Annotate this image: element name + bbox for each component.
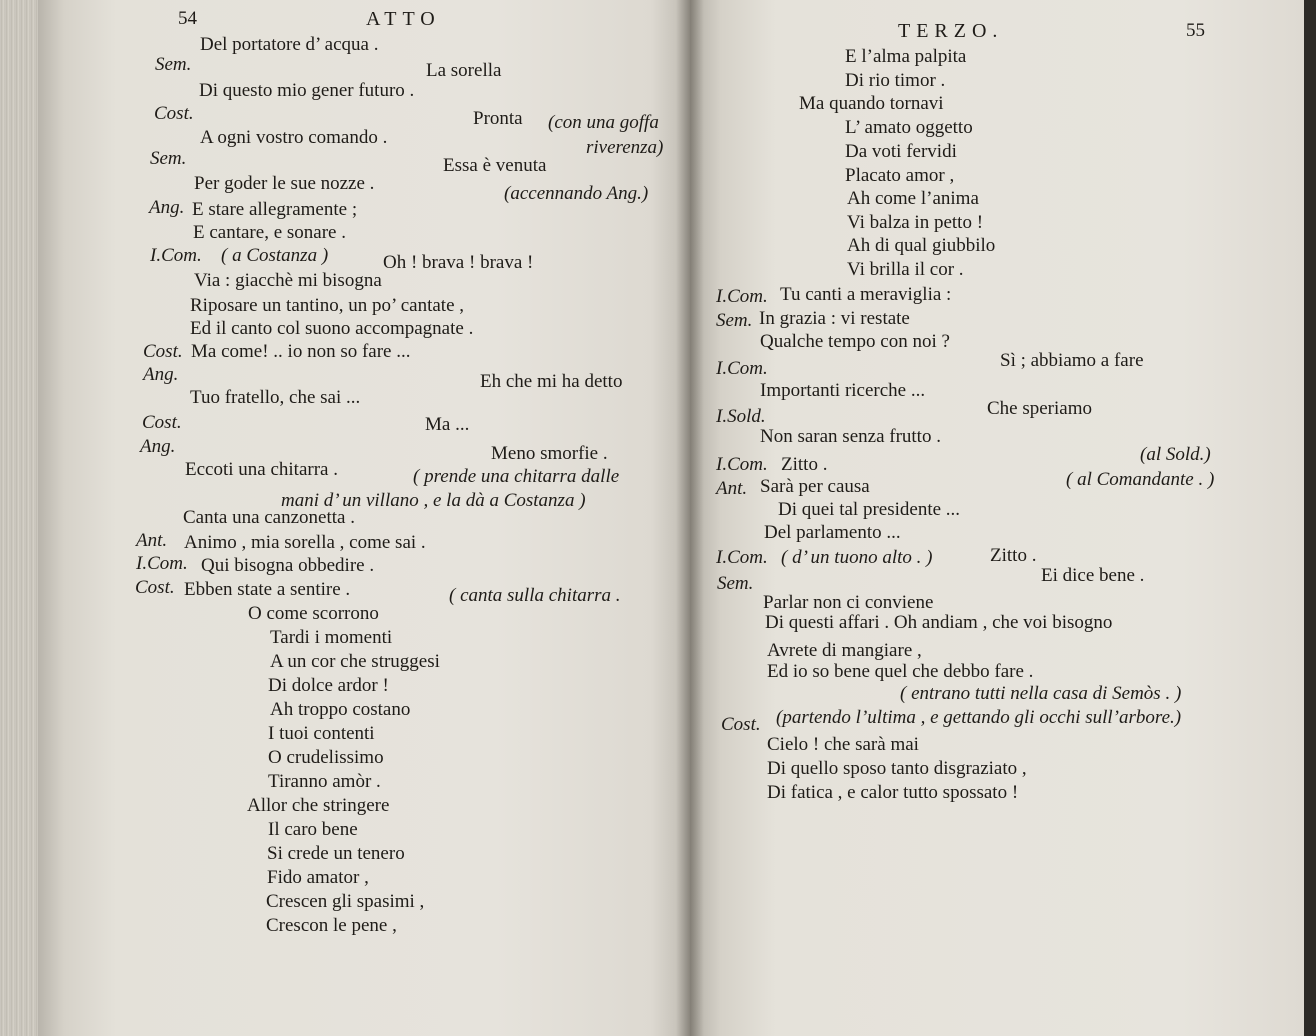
text-line-italic: Ang. (143, 364, 179, 385)
right-background (1304, 0, 1316, 1036)
book-gutter (676, 0, 704, 1036)
text-line: Eccoti una chitarra . (185, 459, 338, 480)
text-line-italic: Cost. (142, 412, 182, 433)
text-line: Ma come! .. io non so fare ... (191, 341, 411, 362)
text-line: Ei dice bene . (1041, 565, 1145, 586)
text-line-italic: I.Sold. (716, 406, 766, 427)
text-line: Di rio timor . (845, 70, 946, 91)
text-line-italic: I.Com. (716, 286, 768, 307)
text-line: O crudelissimo (268, 747, 384, 768)
text-line: Ah di qual giubbilo (847, 235, 996, 256)
text-line: Ebben state a sentire . (184, 579, 351, 600)
text-line: Zitto . (781, 454, 828, 475)
text-line: Ed il canto col suono accompagnate . (190, 318, 474, 339)
text-line: Via : giacchè mi bisogna (194, 270, 382, 291)
text-line-italic: Sem. (717, 573, 754, 594)
text-line: La sorella (426, 60, 502, 81)
text-line-italic: Sem. (155, 54, 192, 75)
text-line-italic: I.Com. (716, 358, 768, 379)
text-line-italic: ( a Costanza ) (221, 245, 329, 266)
text-line: E stare allegramente ; (192, 199, 358, 220)
text-line: L’ amato oggetto (845, 117, 973, 138)
text-line: E l’alma palpita (845, 46, 967, 67)
text-line: Meno smorfie . (491, 443, 608, 464)
text-line: Riposare un tantino, un po’ cantate , (190, 295, 465, 316)
text-line-italic: I.Com. (150, 245, 202, 266)
text-line: Zitto . (990, 545, 1037, 566)
text-line-italic: ( d’ un tuono alto . ) (781, 547, 933, 568)
text-line-italic: (partendo l’ultima , e gettando gli occhi sull’arbore.) (776, 707, 1182, 728)
text-line: Ma quando tornavi (799, 93, 944, 114)
text-line: Canta una canzonetta . (183, 507, 355, 528)
text-line: Allor che stringere (247, 795, 390, 816)
text-line: Fido amator , (267, 867, 369, 888)
left-page-header: ATTO (366, 8, 441, 30)
page-edges (0, 0, 40, 1036)
text-line: Di questo mio gener futuro . (199, 80, 415, 101)
text-line: Per goder le sue nozze . (194, 173, 375, 194)
text-line-italic: ( prende una chitarra dalle (413, 466, 620, 487)
text-line: Pronta (473, 108, 523, 129)
text-line: Tuo fratello, che sai ... (190, 387, 361, 408)
text-line-italic: ( canta sulla chitarra . (449, 585, 621, 606)
text-line: Vi balza in petto ! (847, 212, 984, 233)
text-line: Di dolce ardor ! (268, 675, 389, 696)
text-line-italic: I.Com. (716, 454, 768, 475)
text-line: Avrete di mangiare , (767, 640, 922, 661)
text-line: Cielo ! che sarà mai (767, 734, 919, 755)
text-line: Tardi i momenti (270, 627, 393, 648)
text-line: Non saran senza frutto . (760, 426, 941, 447)
text-line-italic: Cost. (721, 714, 761, 735)
text-line-italic: (con una goffa (548, 112, 659, 133)
text-line: Vi brilla il cor . (847, 259, 964, 280)
text-line-italic: ( al Comandante . ) (1066, 469, 1215, 490)
text-line: E cantare, e sonare . (193, 222, 346, 243)
right-page-number: 55 (1186, 20, 1205, 41)
text-line: Di quello sposo tanto disgraziato , (767, 758, 1027, 779)
text-line: In grazia : vi restate (759, 308, 910, 329)
text-line-italic: riverenza) (586, 137, 664, 158)
text-line-italic: I.Com. (716, 547, 768, 568)
text-line-italic: Cost. (135, 577, 175, 598)
text-line-italic: Cost. (143, 341, 183, 362)
text-line-italic: ( entrano tutti nella casa di Semòs . ) (900, 683, 1182, 704)
text-line: Animo , mia sorella , come sai . (184, 532, 426, 553)
text-line: Del portatore d’ acqua . (200, 34, 379, 55)
text-line: Di fatica , e calor tutto spossato ! (767, 782, 1019, 803)
text-line: Crescon le pene , (266, 915, 397, 936)
text-line: Di quei tal presidente ... (778, 499, 961, 520)
text-line-italic: (accennando Ang.) (504, 183, 649, 204)
text-line: Ah troppo costano (270, 699, 411, 720)
text-line: Parlar non ci conviene (763, 592, 934, 613)
text-line-italic: Cost. (154, 103, 194, 124)
text-line: Importanti ricerche ... (760, 380, 926, 401)
text-line: Che speriamo (987, 398, 1093, 419)
text-line: Qui bisogna obbedire . (201, 555, 375, 576)
text-line: Ma ... (425, 414, 470, 435)
text-line-italic: Ant. (716, 478, 748, 499)
text-line: Qualche tempo con noi ? (760, 331, 950, 352)
text-line-italic: I.Com. (136, 553, 188, 574)
text-line: Crescen gli spasimi , (266, 891, 425, 912)
text-line: Tu canti a meraviglia : (780, 284, 952, 305)
text-line: Il caro bene (268, 819, 358, 840)
text-line: Si crede un tenero (267, 843, 405, 864)
text-line-italic: mani d’ un villano , e la dà a Costanza ) (281, 490, 586, 511)
text-line: Eh che mi ha detto (480, 371, 623, 392)
text-line: Ah come l’anima (847, 188, 979, 209)
text-line: Ed io so bene quel che debbo fare . (767, 661, 1034, 682)
text-line: Da voti fervidi (845, 141, 957, 162)
text-line-italic: Sem. (150, 148, 187, 169)
text-line: Sarà per causa (760, 476, 870, 497)
text-line-italic: Ant. (136, 530, 168, 551)
text-line: Essa è venuta (443, 155, 547, 176)
text-line: O come scorrono (248, 603, 379, 624)
text-line: I tuoi contenti (268, 723, 375, 744)
text-line: Placato amor , (845, 165, 955, 186)
text-line-italic: (al Sold.) (1140, 444, 1211, 465)
text-line: Di questi affari . Oh andiam , che voi bisogno (765, 612, 1113, 633)
text-line: Tiranno amòr . (268, 771, 381, 792)
left-page-number: 54 (178, 8, 197, 29)
right-page-header: TERZO. (898, 20, 1004, 42)
text-line: Oh ! brava ! brava ! (383, 252, 534, 273)
text-line-italic: Ang. (140, 436, 176, 457)
text-line: A ogni vostro comando . (200, 127, 388, 148)
text-line: Del parlamento ... (764, 522, 901, 543)
text-line-italic: Ang. (149, 197, 185, 218)
text-line-italic: Sem. (716, 310, 753, 331)
text-line: A un cor che struggesi (270, 651, 440, 672)
text-line: Sì ; abbiamo a fare (1000, 350, 1144, 371)
